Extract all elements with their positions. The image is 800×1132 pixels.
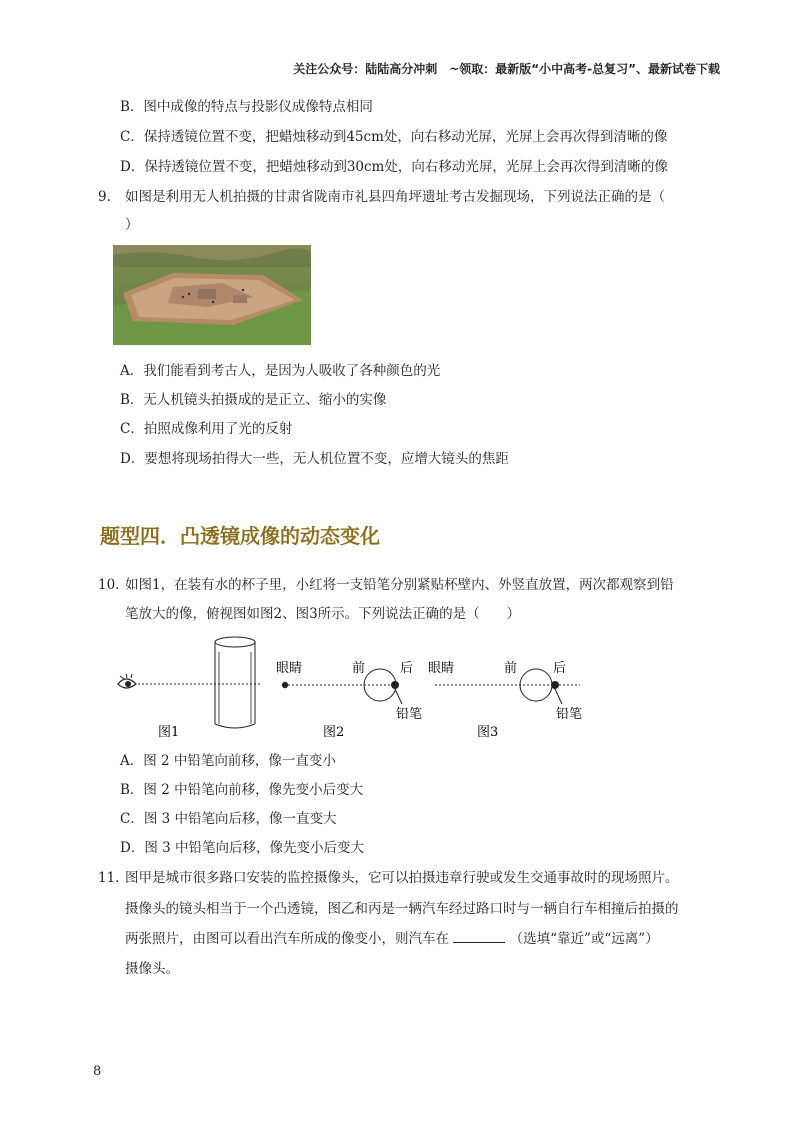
fig3-pencil-dot — [551, 681, 559, 689]
q9-number: 9. — [98, 189, 111, 205]
fig3-pencil-pointer — [555, 689, 562, 704]
q8-option-c: C．保持透镜位置不变，把蜡烛移动到45cm处，向右移动光屏，光屏上会再次得到清晰的像 — [120, 129, 668, 145]
fig2-back-label: 后 — [400, 661, 414, 676]
q11-line4: 摄像头。 — [125, 961, 179, 977]
q10-option-c: C．图 3 中铅笔向后移，像一直变大 — [120, 811, 337, 827]
fig2-label: 图2 — [323, 725, 345, 740]
fig3-back-label: 后 — [553, 661, 567, 676]
q9-option-a: A．我们能看到考古人，是因为人吸收了各种颜色的光 — [120, 363, 441, 379]
fig3-label: 图3 — [477, 725, 499, 740]
q10-option-b: B．图 2 中铅笔向前移，像先变小后变大 — [120, 782, 364, 798]
excavation-photo-image — [113, 245, 311, 345]
q9-option-b: B．无人机镜头拍摄成的是正立、缩小的实像 — [120, 392, 387, 408]
q11-answer-blank[interactable] — [453, 930, 505, 943]
fig2-front-label: 前 — [352, 661, 366, 676]
q9-option-d: D．要想将现场拍得大一些，无人机位置不变，应增大镜头的焦距 — [120, 451, 509, 467]
q10-figure — [110, 632, 610, 744]
excavation-site-photo — [113, 245, 311, 345]
fig2-pencil-pointer — [395, 689, 402, 704]
water-cup — [215, 637, 255, 728]
section-title: 题型四．凸透镜成像的动态变化 — [100, 524, 380, 548]
fig3-pencil-label: 铅笔 — [556, 707, 583, 722]
q11-line1: 图甲是城市很多路口安装的监控摄像头，它可以拍摄违章行驶或发生交通事故时的现场照片。 — [125, 870, 679, 886]
q8-option-d: D．保持透镜位置不变，把蜡烛移动到30cm处，向右移动光屏，光屏上会再次得到清晰的像 — [120, 159, 668, 175]
page-number: 8 — [93, 1064, 102, 1079]
q9-stem-line1: 如图是利用无人机拍摄的甘肃省陇南市礼县四角坪遗址考古发掘现场，下列说法正确的是（ — [125, 189, 665, 205]
fig2-pencil-dot — [391, 681, 399, 689]
q11-line3-post: （选填“靠近”或“远离”） — [509, 931, 659, 947]
q9-option-c: C．拍照成像利用了光的反射 — [120, 421, 293, 437]
q11-line3-pre: 两张照片，由图可以看出汽车所成的像变小，则汽车在 — [125, 931, 449, 947]
q10-stem-line2: 笔放大的像，俯视图如图2、图3所示。下列说法正确的是（ ） — [125, 606, 521, 622]
fig3-eye-label: 眼睛 — [428, 661, 455, 676]
q10-figure-diagram — [110, 632, 610, 744]
fig2-eye-label: 眼睛 — [276, 661, 303, 676]
q10-stem-line1: 如图1，在装有水的杯子里，小红将一支铅笔分别紧贴杯壁内、外竖直放置，两次都观察到铅 — [125, 577, 674, 593]
q10-option-d: D．图 3 中铅笔向后移，像先变小后变大 — [120, 840, 364, 856]
q11-line2: 摄像头的镜头相当于一个凸透镜，图乙和丙是一辆汽车经过路口时与一辆自行车相撞后拍摄的 — [125, 901, 679, 917]
fig2-pencil-label: 铅笔 — [396, 707, 423, 722]
q11-number: 11. — [98, 870, 120, 886]
q10-number: 10. — [98, 577, 120, 593]
q8-option-b: B．图中成像的特点与投影仪成像特点相同 — [120, 99, 373, 115]
eye-icon — [118, 674, 136, 688]
page-header: 关注公众号：陆陆高分冲刺 ~领取：最新版“小中高考-总复习”、最新试卷下载 — [293, 62, 720, 76]
q11-line3 — [125, 930, 659, 948]
fig3-front-label: 前 — [504, 661, 518, 676]
q9-stem-line2: ） — [125, 217, 139, 233]
q10-option-a: A．图 2 中铅笔向前移，像一直变小 — [120, 753, 336, 769]
fig1-label: 图1 — [158, 725, 180, 740]
fig2-eye-dot — [282, 682, 288, 688]
